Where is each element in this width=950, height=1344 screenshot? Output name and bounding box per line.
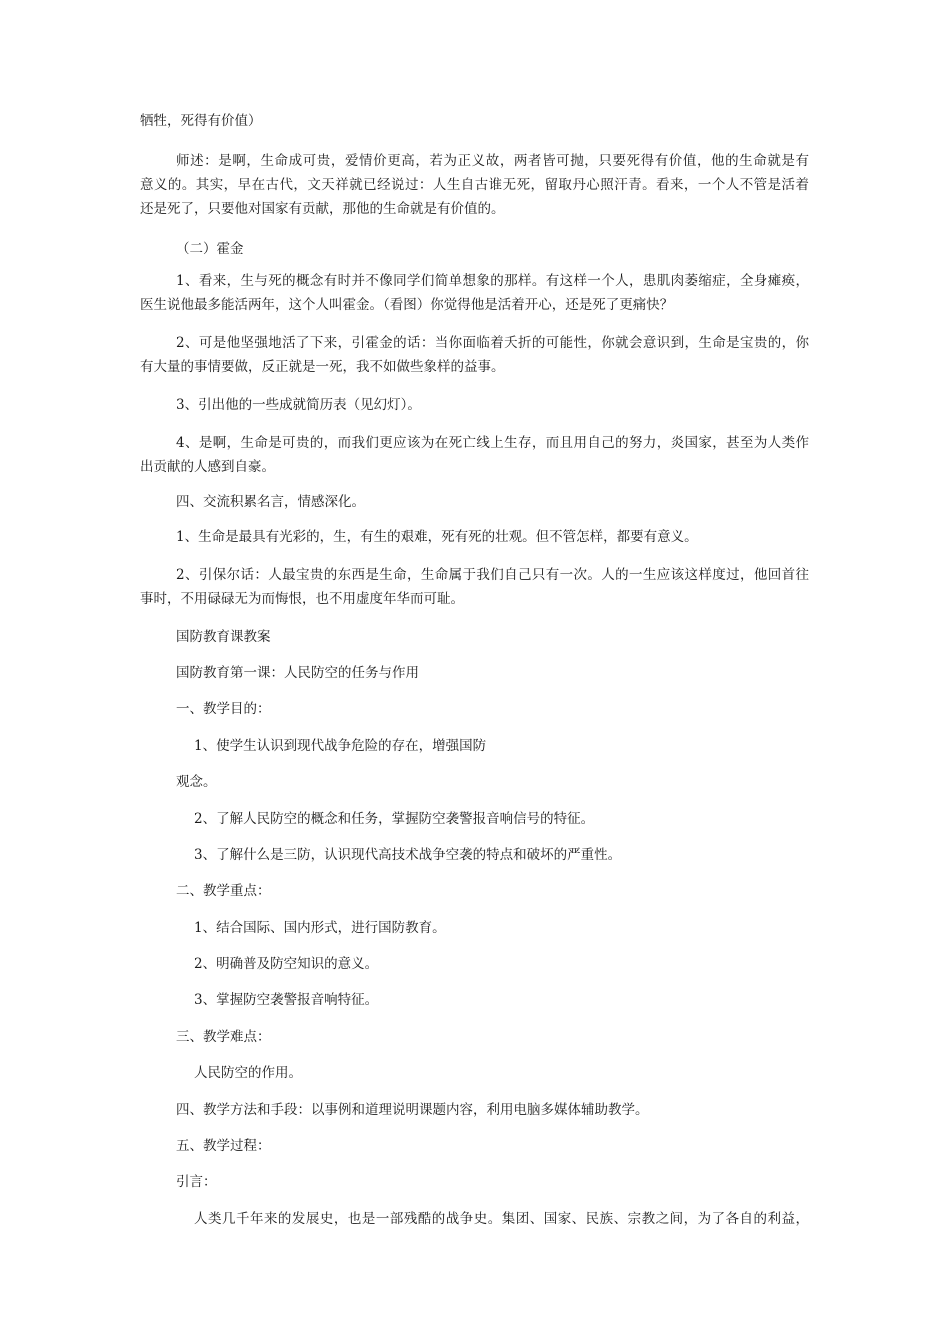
text-line: 2、引保尔话：人最宝贵的东西是生命，生命属于我们自己只有一次。人的一生应该这样度过，他回首往 [176, 567, 809, 583]
section-heading: 三、教学难点： [176, 1029, 271, 1045]
text-line: 事时，不用碌碌无为而悔恨，也不用虚度年华而可耻。 [140, 591, 464, 607]
text-line: 4、是啊，生命是可贵的，而我们更应该为在死亡线上生存，而且用自己的努力，炎国家，甚至为人类作 [176, 435, 809, 451]
text-line: 出贡献的人感到自豪。 [140, 459, 275, 475]
text-line: 1、生命是最具有光彩的，生，有生的艰难，死有死的壮观。但不管怎样，都要有意义。 [176, 529, 698, 545]
text-line: 师述：是啊，生命成可贵，爱情价更高，若为正义故，两者皆可抛，只要死得有价值，他的生命就是有 [176, 153, 809, 169]
section-heading: 一、教学目的： [176, 701, 271, 717]
text-line: 还是死了，只要他对国家有贡献，那他的生命就是有价值的。 [140, 201, 505, 217]
text-line: 1、结合国际、国内形式，进行国防教育。 [194, 920, 446, 936]
document-title: 国防教育课教案 [176, 629, 271, 645]
text-line: 人类几千年来的发展史，也是一部残酷的战争史。集团、国家、民族、宗教之间，为了各自的利益， [194, 1211, 809, 1227]
text-line: 3、引出他的一些成就简历表（见幻灯）。 [176, 397, 421, 413]
text-line: 意义的。其实，早在古代，文天祥就已经说过：人生自古谁无死，留取丹心照汗青。看来，一个人不管是活着 [140, 177, 809, 193]
text-line: 1、看来，生与死的概念有时并不像同学们简单想象的那样。有这样一个人，患肌肉萎缩症，全身瘫痪， [176, 273, 809, 289]
text-line: 3、掌握防空袭警报音响特征。 [194, 992, 379, 1008]
text-line: 观念。 [176, 774, 217, 790]
section-heading: （二）霍金 [176, 241, 244, 257]
text-line: 医生说他最多能活两年，这个人叫霍金。（看图）你觉得他是活着开心，还是死了更痛快？ [140, 297, 674, 313]
text-line: 2、了解人民防空的概念和任务，掌握防空袭警报音响信号的特征。 [194, 811, 595, 827]
text-line: 1、使学生认识到现代战争危险的存在，增强国防 [194, 738, 487, 754]
text-line: 3、了解什么是三防，认识现代高技术战争空袭的特点和破坏的严重性。 [194, 847, 622, 863]
text-line: 2、可是他坚强地活了下来，引霍金的话：当你面临着夭折的可能性，你就会意识到，生命是宝贵的，你 [176, 335, 809, 351]
text-line: 人民防空的作用。 [194, 1065, 302, 1081]
section-heading: 四、教学方法和手段：以事例和道理说明课题内容，利用电脑多媒体辅助教学。 [176, 1102, 649, 1118]
text-line: 牺牲，死得有价值） [140, 113, 262, 129]
text-line: 2、明确普及防空知识的意义。 [194, 956, 379, 972]
text-line: 有大量的事情要做，反正就是一死，我不如做些象样的益事。 [140, 359, 505, 375]
lesson-title: 国防教育第一课：人民防空的任务与作用 [176, 665, 419, 681]
section-heading: 五、教学过程： [176, 1138, 271, 1154]
section-heading: 二、教学重点： [176, 883, 271, 899]
section-heading: 四、交流积累名言，情感深化。 [176, 494, 365, 510]
text-line: 引言： [176, 1174, 217, 1190]
